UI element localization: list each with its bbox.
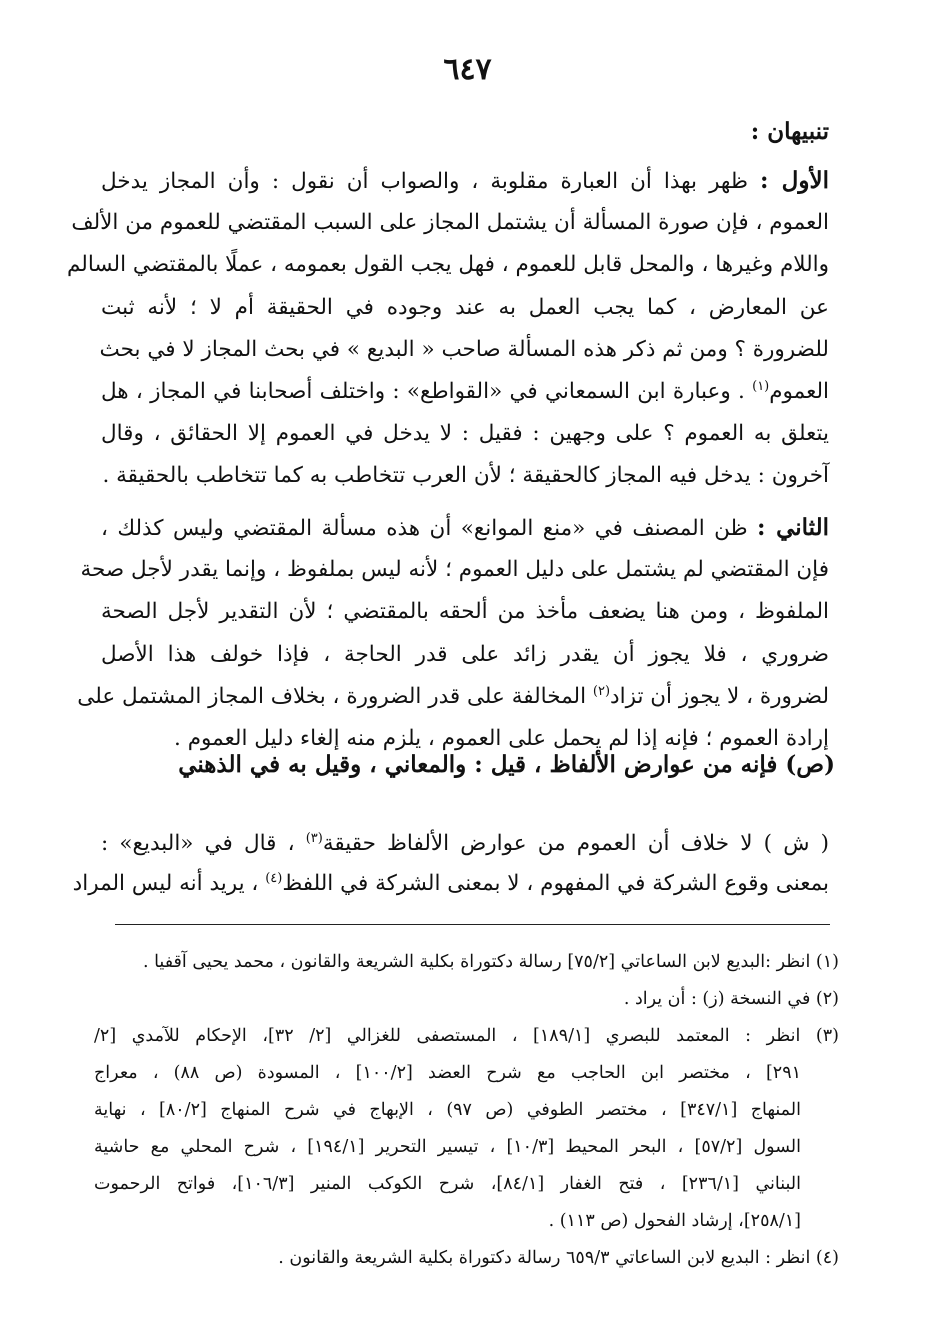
footnote-line: (١) انظر :البديع لابن الساعاتي [٧٥/٢] رسالة دكتوراة بكلية الشريعة والقانون ، محمد يحيى آقفيا .: [142, 952, 839, 972]
matn-text: (ص) فإنه من عوارض الألفاظ ، قيل : والمعاني ، وقيل به في الذهني: [178, 751, 835, 778]
text-line: فإن المقتضي لم يشتمل على دليل العموم ؛ لأنه ليس بملفوظ ، وإنما يقدر لأجل صحة: [80, 557, 829, 583]
text-line: [72, 864, 829, 904]
text-line-content: لضرورة ، لا يجوز أن تزاد: [610, 683, 829, 709]
text-line-content: ، قال في «البديع» :: [101, 831, 306, 856]
footnotes-section: [94, 944, 839, 1277]
footnote-line: (٣) انظر : المعتمد للبصري [١٨٩/١] ، المستصفى للغزالي [٢/ ٣٢]، الإحكام للآمدي [٢/: [94, 1026, 839, 1046]
text-line-content: . وعبارة ابن السمعاني في «القواطع» : واختلف أصحابنا في المجاز ، هل: [101, 378, 753, 404]
page-number: ٦٤٧: [443, 52, 492, 87]
footnote-marker: (٤): [265, 870, 283, 886]
text-line-content: ظهر بهذا أن العبارة مقلوبة ، والصواب أن نقول : وأن المجاز يدخل: [101, 169, 760, 194]
text-line: للضرورة ؟ ومن ثم ذكر هذه المسألة صاحب « البديع » في بحث المجاز لا في بحث: [99, 336, 829, 362]
footnote-line: البناني [٢٣٦/١] ، فتح الغفار [٨٤/١]، شرح الكوكب المنير [١٠٦/٣]، فواتح الرحموت: [94, 1174, 801, 1194]
text-line: عن المعارض ، كما يجب العمل به عند وجوده في الحقيقة أم لا ؛ لأنه ثبت: [101, 294, 829, 320]
footnote-line: (٢) في النسخة (ز) : أن يراد .: [623, 989, 839, 1009]
text-line-content: ( ش ) لا خلاف أن العموم من عوارض الألفاظ حقيقة: [322, 831, 829, 856]
footnote-line: (٤) انظر : البديع لابن الساعاتي ٦٥٩/٣ رسالة دكتوراة بكلية الشريعة والقانون .: [278, 1248, 839, 1268]
footnote-marker: (١): [752, 378, 770, 394]
footnote-line: [٢٥٨/١]، إرشاد الفحول (ص ١١٣) .: [548, 1211, 801, 1231]
second-note-paragraph: [77, 507, 829, 760]
sharh-paragraph: [72, 824, 829, 904]
footnote-marker: (٢): [592, 683, 611, 699]
second-note-lead: الثاني :: [757, 514, 829, 541]
text-line-content: ظن المصنف في «منع الموانع» أن هذه مسألة المقتضي وليس كذلك ،: [101, 516, 757, 541]
footnote-separator: [115, 924, 830, 925]
text-line: [101, 824, 829, 864]
text-line: العموم ، فإن صورة المسألة أن يشتمل المجاز على السبب المقتضي للعموم من الألف: [71, 210, 829, 236]
footnote-line: المنهاج [٣٤٧/١] ، مختصر الطوفي (ص ٩٧) ، الإبهاج في شرح المنهاج [٨٠/٢] ، نهاية: [94, 1100, 801, 1120]
first-note-lead: الأول :: [759, 167, 829, 194]
text-line-content: المخالفة على قدر الضرورة ، بخلاف المجاز المشتمل على: [77, 683, 593, 709]
text-line: [101, 160, 829, 202]
text-line-content: العموم: [769, 378, 829, 404]
text-line: [101, 371, 829, 413]
footnote-line: ٢٩١] ، مختصر ابن الحاجب مع شرح العضد [١٠٠/٢] ، المسودة (ص ٨٨) ، معراج: [94, 1063, 801, 1083]
text-line: [101, 507, 829, 549]
text-line: آخرون : يدخل فيه المجاز كالحقيقة ؛ لأن العرب تتخاطب به كما تتخاطب بالحقيقة .: [102, 463, 829, 489]
text-line-content: بمعنى وقوع الشركة في المفهوم ، لا بمعنى الشركة في اللفظ: [282, 871, 829, 896]
footnote-line: السول [٥٧/٢] ، البحر المحيط [١٠/٣] ، تيسير التحرير [١٩٤/١] ، شرح المحلي مع حاشية: [94, 1137, 802, 1157]
first-note-paragraph: [66, 160, 829, 498]
footnote-marker: (٣): [305, 830, 323, 846]
section-heading: تنبيهان :: [750, 118, 829, 145]
text-line: [77, 676, 829, 718]
text-line-content: ، يريد أنه ليس المراد: [72, 871, 266, 896]
text-line: ضروري ، فلا يجوز أن يقدر زائد على قدر الحاجة ، فإذا خولف هذا الأصل: [101, 641, 829, 667]
text-line: إرادة العموم ؛ فإنه إذا لم يحمل على العموم ، يلزم منه إلغاء دليل العموم .: [174, 725, 829, 751]
text-line: واللام وغيرها ، والمحل قابل للعموم ، فهل يجب القول بعمومه ، عملًا بالمقتضي السالم: [66, 252, 829, 278]
text-line: الملفوظ ، ومن هنا يضعف مأخذ من ألحقه بالمقتضي ؛ لأن التقدير لأجل الصحة: [101, 599, 829, 625]
text-line: يتعلق به العموم ؟ على وجهين : فقيل : لا يدخل في العموم إلا الحقائق ، وقال: [101, 421, 829, 447]
